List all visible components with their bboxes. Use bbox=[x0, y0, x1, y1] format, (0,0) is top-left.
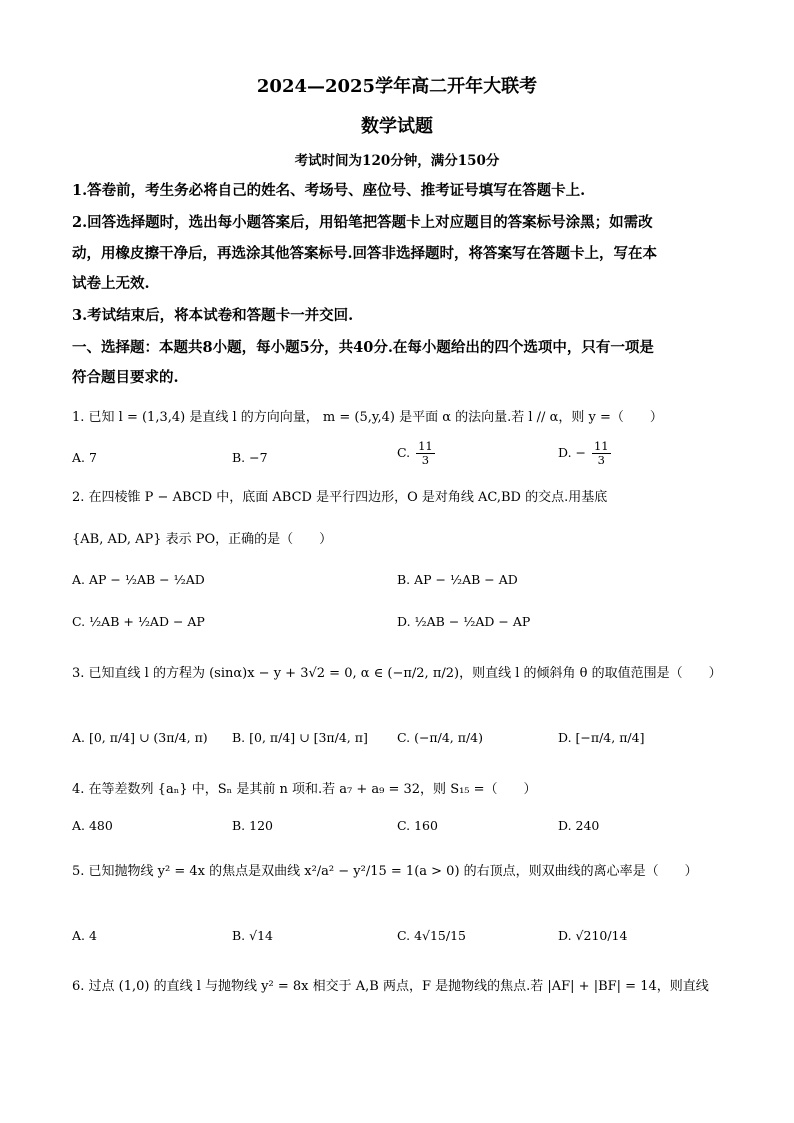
subject-title: 数学试题 bbox=[361, 116, 433, 137]
question-5-option-d: D. √210/14 bbox=[558, 928, 628, 943]
question-2-option-c: C. ½AB + ½AD − AP bbox=[72, 614, 205, 629]
section-heading-2: 符合题目要求的. bbox=[72, 369, 179, 386]
question-6-stem: 6. 过点 (1,0) 的直线 l 与抛物线 y² = 8x 相交于 A,B 两点，F 是抛物线的焦点.若 |AF| + |BF| = 14，则直线 bbox=[72, 979, 709, 994]
instruction-2a: 2.回答选择题时，选出每小题答案后，用铅笔把答题卡上对应题目的答案标号涂黑；如需改 bbox=[72, 214, 653, 231]
question-4-option-a: A. 480 bbox=[72, 818, 113, 833]
question-3-stem: 3. 已知直线 l 的方程为 (sinα)x − y + 3√2 = 0, α ∈ (−π/2, π/2)，则直线 l 的倾斜角 θ 的取值范围是（ ） bbox=[72, 666, 722, 681]
question-5-option-b: B. √14 bbox=[232, 928, 274, 943]
question-5-option-a: A. 4 bbox=[72, 928, 97, 943]
question-2-option-d: D. ½AB − ½AD − AP bbox=[397, 614, 531, 629]
question-5-option-c: C. 4√15/15 bbox=[397, 928, 467, 943]
option-d-label: D. − bbox=[558, 445, 586, 460]
fraction: $\frac{11}{3}$ bbox=[593, 439, 609, 467]
question-4-option-b: B. 120 bbox=[232, 818, 273, 833]
exam-title: 2024—2025学年高二开年大联考 bbox=[256, 76, 538, 97]
section-heading-1: 一、选择题：本题共8小题，每小题5分，共40分.在每小题给出的四个选项中，只有一项是 bbox=[72, 339, 654, 356]
question-1-option-a: A. 7 bbox=[72, 450, 97, 465]
instruction-2c: 试卷上无效. bbox=[72, 275, 150, 292]
instruction-2b: 动，用橡皮擦干净后，再选涂其他答案标号.回答非选择题时，将答案写在答题卡上，写在本 bbox=[72, 245, 658, 262]
instruction-3: 3.考试结束后，将本试卷和答题卡一并交回. bbox=[72, 307, 354, 324]
question-1-option-c bbox=[397, 440, 437, 467]
question-2-option-b: B. AP − ½AB − AD bbox=[397, 572, 518, 587]
exam-info: 考试时间为120分钟，满分150分 bbox=[294, 153, 500, 169]
question-2-stem-cont: {AB, AD, AP} 表示 PO，正确的是（ ） bbox=[72, 532, 333, 547]
question-3-option-d: D. [−π/4, π/4] bbox=[558, 730, 645, 745]
question-4-option-d: D. 240 bbox=[558, 818, 600, 833]
question-4-stem: 4. 在等差数列 {aₙ} 中，Sₙ 是其前 n 项和.若 a₇ + a₉ = 32，则 S₁₅ =（ ） bbox=[72, 782, 537, 797]
question-1-stem: 1. 已知 l = (1,3,4) 是直线 l 的方向向量， m = (5,y,4) 是平面 α 的法向量.若 l // α，则 y =（ ） bbox=[72, 410, 663, 425]
question-5-stem: 5. 已知抛物线 y² = 4x 的焦点是双曲线 x²/a² − y²/15 = 1(a > 0) 的右顶点，则双曲线的离心率是（ ） bbox=[72, 864, 698, 879]
question-1-option-d bbox=[558, 440, 613, 467]
option-c-label: C. bbox=[397, 445, 411, 460]
question-4-option-c: C. 160 bbox=[397, 818, 438, 833]
question-1-option-b: B. −7 bbox=[232, 450, 268, 465]
fraction: $\frac{11}{3}$ bbox=[418, 439, 433, 467]
question-3-option-c: C. (−π/4, π/4) bbox=[397, 730, 483, 745]
instruction-1: 1.答卷前，考生务必将自己的姓名、考场号、座位号、推考证号填写在答题卡上. bbox=[72, 182, 586, 199]
question-3-option-a: A. [0, π/4] ∪ (3π/4, π) bbox=[72, 730, 208, 745]
question-3-option-b: B. [0, π/4] ∪ [3π/4, π] bbox=[232, 730, 368, 745]
question-2-stem: 2. 在四棱锥 P − ABCD 中，底面 ABCD 是平行四边形，O 是对角线 AC,BD 的交点.用基底 bbox=[72, 490, 608, 505]
question-2-option-a: A. AP − ½AB − ½AD bbox=[72, 572, 205, 587]
